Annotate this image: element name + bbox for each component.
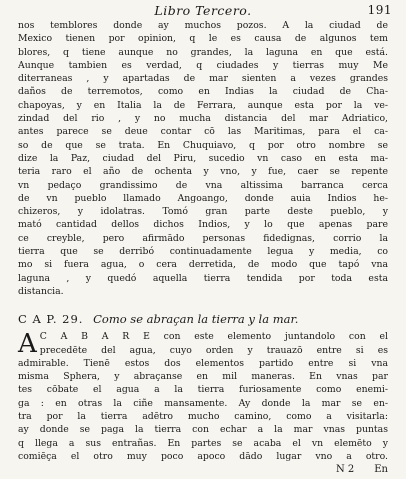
page-footer xyxy=(18,464,388,475)
catchword: En xyxy=(374,464,388,476)
text-line: teria raro el año de ochenta y vno, y fue, caer se repente xyxy=(18,166,388,178)
text-line: vn pedaço grandissimo de vna altissima barranca cerca xyxy=(18,179,388,191)
drop-cap: A xyxy=(18,329,37,360)
running-header xyxy=(18,3,392,19)
text-line: ay donde se paga la tierra con echar a la mar vnas puntas xyxy=(18,424,388,436)
text-line: q llega a sus entrañas. En partes se acaba el vn elemēto y xyxy=(18,437,388,449)
text-line: distancia. xyxy=(18,285,64,297)
chapter-heading xyxy=(18,312,388,326)
text-line: ce creyble, pero afirmādo personas fidedignas, corrio la xyxy=(18,232,388,244)
text-line: blores, q tiene aunque no grandes, la laguna en que está. xyxy=(18,46,388,58)
signature-mark: N 2 xyxy=(335,464,355,476)
text-line: nos temblores donde ay muchos pozos. A la ciudad de xyxy=(18,20,388,31)
text-line: antes parece se deue contar cō las Maritimas, para el ca- xyxy=(18,126,388,138)
text-line: diterraneas , y apartadas de mar sienten a vezes grandes xyxy=(18,73,388,85)
text-line: tierra que se derribó continuadamente legua y media, co xyxy=(18,246,388,258)
text-line: Aunque tambien es verdad, q ciudades y tierras muy Me xyxy=(18,59,388,71)
text-line: mo si fuera agua, o cera derretida, de modo que tapó vna xyxy=(18,259,388,271)
text-line: chapoyas, y en Italia la de Ferrara, aunque esta por la ve- xyxy=(18,99,388,111)
text-line: C A B A R E con este elemento juntandolo con el xyxy=(39,331,388,343)
text-line: so de que se trata. En Chuquiavo, q por otro nombre se xyxy=(18,139,388,151)
chapter-number: C A P. 29. xyxy=(18,312,84,327)
text-line: comiēça el otro muy poco apoco dādo lugar vno a otro. xyxy=(18,450,388,462)
text-line: chizeros, y idolatras. Tomó gran parte deste pueblo, y xyxy=(18,206,388,218)
running-title: Libro Tercero. xyxy=(154,3,252,18)
text-line: misma Sphera, y abraçanse en mil maneras. En vnas par xyxy=(18,371,388,383)
text-line: mató cantidad dellos dichos Indios, y lo que apenas pare xyxy=(18,219,388,231)
text-line: ga : en otras la ciñe mansamente. Ay donde la mar se en- xyxy=(18,397,388,409)
page-number: 191 xyxy=(367,3,392,17)
text-line: zindad del rio , y no mucha distancia del mar Adriatico, xyxy=(18,113,388,125)
text-line: Mexico tienen por opinion, q le es causa de algunos tem xyxy=(18,33,388,45)
text-line: precedēte del agua, cuyo orden y trauazō entre si es xyxy=(39,344,388,356)
paragraph-earthquakes xyxy=(18,19,388,298)
text-line: tes cōbate el agua a la tierra furiosamente como enemi- xyxy=(18,384,388,396)
text-line: dize la Paz, ciudad del Piru, sucedio vn caso en esta ma- xyxy=(18,152,388,164)
text-line: admirable. Tienē estos dos elementos partido entre si vna xyxy=(18,357,388,369)
text-line: laguna , y quedó aquella tierra tendida por toda esta xyxy=(18,272,388,284)
text-line: tra por la tierra adētro mucho camino, como a visitarla: xyxy=(18,411,388,423)
chapter-title: Como se abraçan la tierra y la mar. xyxy=(93,312,299,327)
text-line: daños de terremotos, como en Indias la ciudad de Cha- xyxy=(18,86,388,98)
text-line: de vn pueblo llamado Angoango, donde auia Indios he- xyxy=(18,192,388,204)
paragraph-land-and-sea xyxy=(18,330,388,463)
